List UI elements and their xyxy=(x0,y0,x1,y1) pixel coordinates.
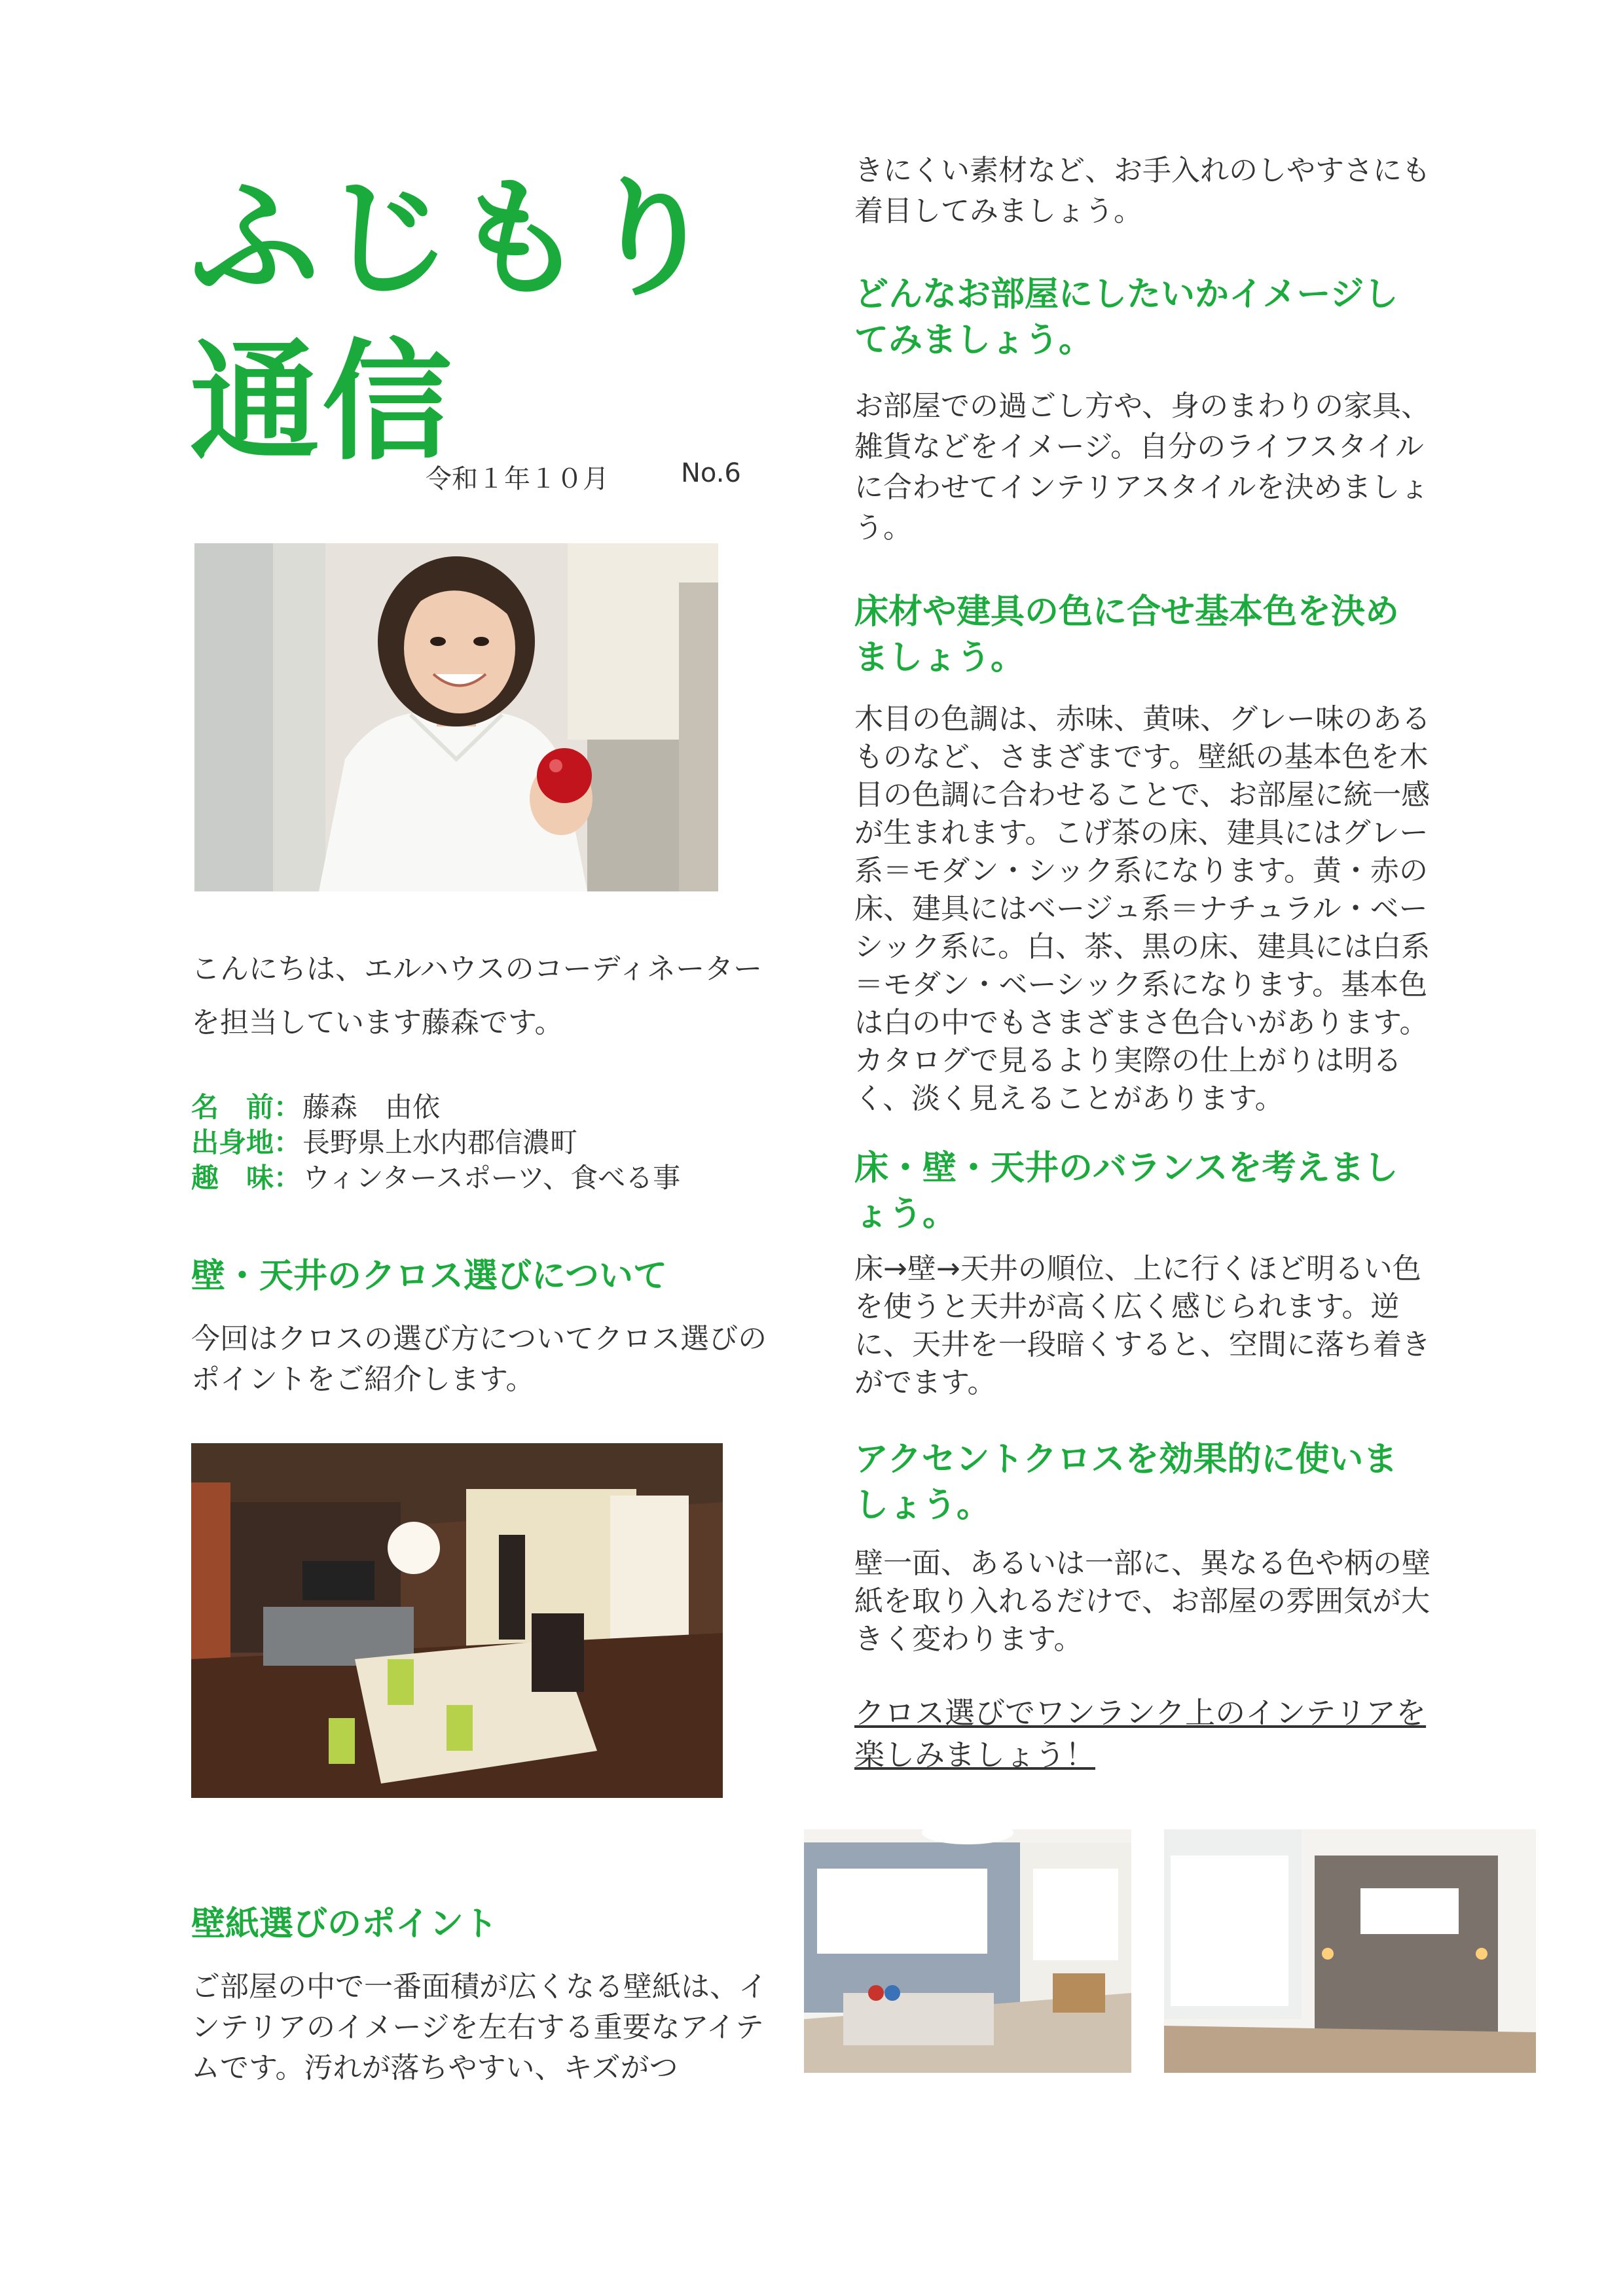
profile-block xyxy=(191,1090,780,1196)
cloth-section-text: 今回はクロスの選び方についてクロス選びのポイントをご紹介します。 xyxy=(191,1322,767,1396)
image-text: お部屋での過ごし方や、身のまわりの家具、雑貨などをイメージ。自分のライフスタイルに合わせてインテリアスタイルを決めましょう。 xyxy=(854,389,1431,545)
accent-cloth-heading: アクセントクロスを効果的に使いましょう。 xyxy=(854,1440,1398,1525)
profile-birthplace-value: 長野県上水内郡信濃町 xyxy=(302,1126,578,1158)
coordinator-portrait-photo xyxy=(194,543,718,891)
title-line-1: ふじもり xyxy=(190,163,719,314)
issue-date: 令和１年１０月 xyxy=(426,464,609,494)
wallpaper-section-heading: 壁紙選びのポイント xyxy=(191,1905,498,1944)
base-color-heading: 床材や建具の色に合せ基本色を決めましょう。 xyxy=(854,592,1400,677)
profile-hobby-label: 趣 味： xyxy=(191,1162,302,1194)
newsletter-title xyxy=(190,157,727,484)
profile-name-value: 藤森 由依 xyxy=(302,1091,441,1123)
dining-room-photo xyxy=(191,1443,723,1798)
profile-birthplace-label: 出身地： xyxy=(191,1126,302,1158)
profile-name-label: 名 前： xyxy=(191,1091,302,1123)
balance-text: 床→壁→天井の順位、上に行くほど明るい色を使うと天井が高く広く感じられます。逆に、天井を一段暗くすると、空間に落ち着きがでます。 xyxy=(854,1252,1431,1399)
issue-number: No.6 xyxy=(681,458,741,488)
bedroom-photo-gray-wall xyxy=(1164,1829,1536,2073)
profile-name-row xyxy=(191,1090,780,1125)
base-color-text: 木目の色調は、赤味、黄味、グレー味のあるものなど、さまざまです。壁紙の基本色を木目の色調に合わせることで、お部屋に統一感が生まれます。こげ茶の床、建具にはグレー系＝モダン・シック系になります。黄・赤の床、建具にはベージュ系＝ナチュラル・ベーシック系に。白、茶、黒の床、建具には白系＝モダン・ベーシック系になります。基本色は白の中でもさまざまさ色合いがあります。カタログで見るより実際の仕上がりは明るく、淡く見えることがあります。 xyxy=(854,702,1431,1115)
profile-hobby-value: ウィンタースポーツ、食べる事 xyxy=(302,1162,681,1194)
image-heading: どんなお部屋にしたいかイメージしてみましょう。 xyxy=(854,275,1398,360)
balance-heading: 床・壁・天井のバランスを考えましょう。 xyxy=(854,1149,1398,1234)
profile-hobby-row xyxy=(191,1160,780,1196)
title-line-2: 通信 xyxy=(190,327,454,478)
intro-text: こんにちは、エルハウスのコーディネーターを担当しています藤森です。 xyxy=(191,952,763,1039)
cloth-section-heading: 壁・天井のクロス選びについて xyxy=(191,1257,667,1296)
profile-birthplace-row xyxy=(191,1125,780,1160)
wallpaper-section-text: ご部屋の中で一番面積が広くなる壁紙は、インテリアのイメージを左右する重要なアイテムです。汚れが落ちやすい、キズがつ xyxy=(191,1970,767,2085)
bedroom-photo-blue-wall xyxy=(804,1829,1131,2073)
closing-message: クロス選びでワンランク上のインテリアを楽しみましょう！ xyxy=(854,1695,1427,1772)
continued-text: きにくい素材など、お手入れのしやすさにも着目してみましょう。 xyxy=(854,154,1431,228)
accent-cloth-text: 壁一面、あるいは一部に、異なる色や柄の壁紙を取り入れるだけで、お部屋の雰囲気が大きく変わります。 xyxy=(854,1547,1431,1656)
